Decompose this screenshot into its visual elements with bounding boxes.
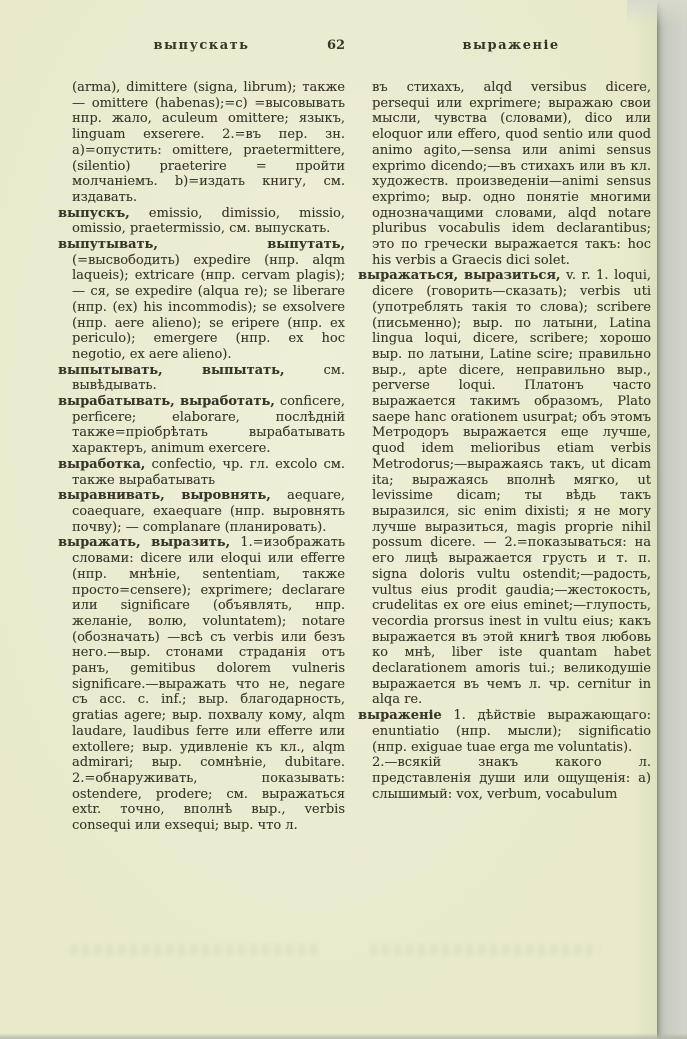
page-number: 62 xyxy=(327,38,346,53)
continuation-paragraph xyxy=(358,755,651,802)
headword: выпускъ, xyxy=(58,205,130,221)
headword: выработка, xyxy=(58,456,146,472)
headword: выражаться, выразиться, xyxy=(358,268,561,284)
bleed-through xyxy=(70,944,320,956)
dictionary-entry xyxy=(358,708,651,755)
text-columns xyxy=(58,80,651,834)
dictionary-entry xyxy=(58,394,345,457)
continuation-paragraph xyxy=(58,80,345,206)
entry-body: (=высвободить) expedire (нпр. alqm laqueis); extricare (нпр. cervam plagis); — ся, se expedire (alqua re); se liberare (нпр. (ex) his incommodis); se exsolvere (нпр. aere alieno); se eripere (нпр. ex periculo); emergere (нпр. ex hoc negotio, ex aere alieno). xyxy=(72,252,345,362)
dictionary-entry xyxy=(58,535,345,833)
entry-body: conficere, perficere; elaborare, послѣдній также=пріобрѣтать вырабатывать характеръ, animum exercere. xyxy=(72,394,345,457)
headword: вырабатывать, выработать, xyxy=(58,394,275,410)
entry-body: aequare, coaequare, exaequare (нпр. выровнять почву); — complanare (планировать). xyxy=(72,488,345,535)
entry-body: 2.—всякій знакъ какого л. представленія души или ощущенія: a) слышимый: vox, verbum, vocabulum xyxy=(372,755,651,802)
headword: выравнивать, выровнять, xyxy=(58,488,271,504)
right-column xyxy=(358,80,651,834)
headword: выражать, выразить, xyxy=(58,535,231,551)
entry-body: emissio, dimissio, missio, omissio, praetermissio, см. выпускать. xyxy=(72,205,345,237)
headword: выпутывать, выпутать, xyxy=(58,237,345,253)
left-column xyxy=(58,80,345,834)
entry-body: v. r. 1. loqui, dicere (говорить—сказать); verbis uti (употреблять такія то слова); scribere (письменно); выр. по латыни, Latina lingua loqui, dicere, scribere; хорошо выр. по латыни, Latine scire; правильно выр., apte dicere, неправильно выр., perverse loqui. Платонъ часто выражается такимъ образомъ, Plato saepe hanc orationem usurpat; объ этомъ Метродоръ выражается еще лучше, quod idem melioribus etiam verbis Metrodorus;—выражаясь такъ, ut dicam ita; выражаясь вполнѣ мягко, ut levissime dicam; ты вѣдь такъ выразился, sic enim dixisti; я не могу лучше выразиться, magis proprie nihil possum dicere. — 2.=показываться: на его лицѣ выражается грусть и т. п. signa doloris vultu ostendit;—радость, vultus eius prodit gaudia;—жестокость, crudelitas ex ore eius eminet;—глупость, vecordia prorsus inest in vultu eius; какъ выражается въ этой книгѣ твоя любовь ко мнѣ, liber iste quantam habet declarationem amoris tui.; великодушіе выражается въ чемъ л. чр. cernitur in alqa re. xyxy=(372,268,651,708)
scan-edge-bottom xyxy=(0,1033,687,1039)
running-head xyxy=(58,38,651,53)
entry-body: въ стихахъ, alqd versibus dicere, persequi или exprimere; выражаю свои мысли, чувства (словами), dico или eloquor или effero, quod sentio или quod animo agito,—sensa или animi sensus exprimo dicendo;—въ стихахъ или въ кл. художеств. произведеніи—animi sensus exprimo; выр. одно понятіе многими однозначащими словами, alqd notare pluribus vocabulis idem declarantibus; это по гречески выражается такъ: hoc his verbis a Graecis dici solet. xyxy=(372,80,651,268)
entry-body: (arma), dimittere (signa, librum); также — omittere (habenas);=c) =высовывать нпр. жало, aculeum omittere; языкъ, linguam exserere. 2.=въ пер. зн. a)=опустить: omittere, praetermittere, (silentio) praeterire = пройти молчаніемъ. b)=издать книгу, см. издавать. xyxy=(72,80,345,205)
headword: выпытывать, выпытать, xyxy=(58,362,285,378)
running-head-left: выпускать xyxy=(153,38,250,53)
continuation-paragraph xyxy=(358,80,651,268)
scan-edge-right xyxy=(657,0,687,1039)
entry-body: см. вывѣдывать. xyxy=(72,362,345,394)
dictionary-entry xyxy=(58,488,345,535)
entry-body: confectio, чр. гл. excolo см. также вырабатывать xyxy=(72,456,345,488)
dictionary-entry xyxy=(58,457,345,488)
dictionary-entry xyxy=(358,268,651,708)
bleed-through xyxy=(370,944,600,956)
dictionary-entry xyxy=(58,206,345,237)
headword: выраженіе xyxy=(358,708,442,724)
dictionary-entry xyxy=(58,237,345,363)
scan-edge-top xyxy=(627,0,687,26)
dictionary-entry xyxy=(58,363,345,394)
entry-body: 1. дѣйствіе выражающаго: enuntiatio (нпр. мысли); significatio (нпр. exiguae tuae erga me voluntatis). xyxy=(372,708,651,755)
entry-body: 1.=изображать словами: dicere или eloqui или efferre (нпр. мнѣніе, sententiam, также просто=censere); exprimere; declarare или significare (объявлять, нпр. желаніе, волю, voluntatem); notare (обозначать) —всѣ съ verbis или безъ него.—выр. стонами страданія отъ ранъ, gemitibus dolorem vulneris significare.—выражать что не, negare съ acc. c. inf.; выр. благодарность, gratias agere; выр. похвалу кому, alqm laudare, laudibus ferre или efferre или extollere; выр. удивленіе къ кл., alqm admirari; выр. сомнѣніе, dubitare. 2.=обнаруживать, показывать: ostendere, prodere; см. выражаться extr. точно, вполнѣ выр., verbis consequi или exsequi; выр. что л. xyxy=(72,535,345,834)
running-head-right: выраженіе xyxy=(462,38,560,53)
